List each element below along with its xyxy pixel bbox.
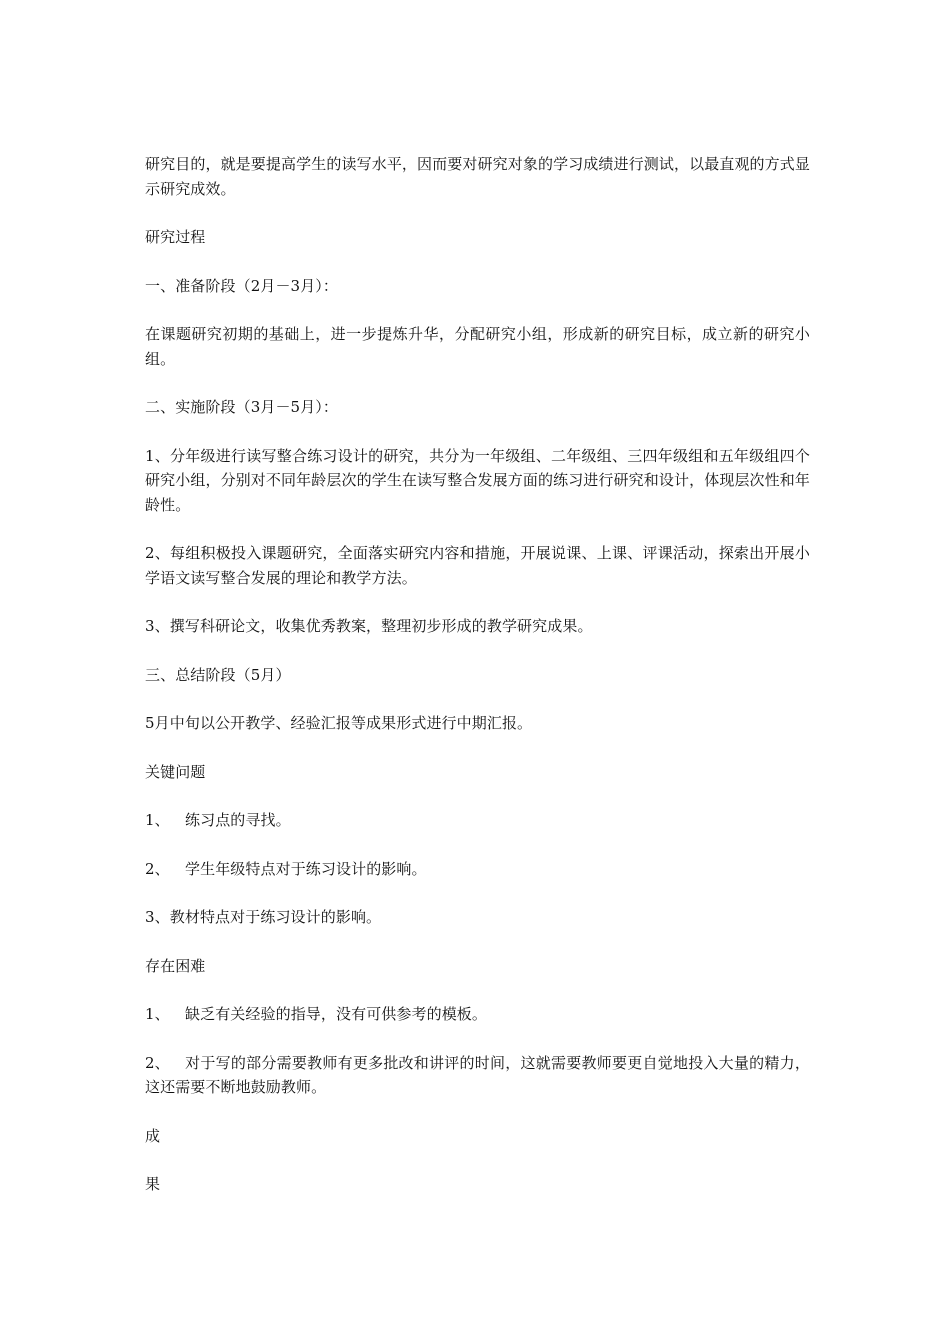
paragraph-implementation-item-2: 2、每组积极投入课题研究，全面落实研究内容和措施，开展说课、上课、评课活动，探索出开展小学语文读写整合发展的理论和教学方法。 (145, 544, 810, 587)
list-number: 2、 (145, 1053, 170, 1072)
difficulty-item-1 (145, 1002, 810, 1027)
list-number: 1、 (145, 1005, 170, 1023)
paragraph-research-purpose: 研究目的，就是要提高学生的读写水平，因而要对研究对象的学习成绩进行测试，以最直观的方式显示研究成效。 (145, 155, 810, 198)
list-text: 练习点的寻找。 (185, 811, 291, 829)
heading-key-issues: 关键问题 (145, 762, 206, 781)
paragraph-implementation-item-1: 1、分年级进行读写整合练习设计的研究，共分为一年级组、二年级组、三四年级组和五年级组四个研究小组，分别对不同年龄层次的学生在读写整合发展方面的练习进行研究和设计，体现层次性和年龄性。 (145, 446, 810, 514)
heading-difficulties: 存在困难 (145, 956, 206, 975)
list-text: 对于写的部分需要教师有更多批改和讲评的时间，这就需要教师要更自觉地投入大量的精力，这还需要不断地鼓励教师。 (145, 1053, 810, 1096)
heading-research-process: 研究过程 (145, 228, 206, 246)
heading-preparation-stage: 一、准备阶段（2月－3月）： (145, 276, 338, 295)
key-issue-item-1 (145, 808, 810, 833)
list-text: 缺乏有关经验的指导，没有可供参考的模板。 (185, 1005, 488, 1023)
list-number: 1、 (145, 811, 170, 829)
heading-results-char-2: 果 (145, 1175, 161, 1193)
heading-summary-stage: 三、总结阶段（5月） (145, 665, 291, 684)
heading-results-char-1: 成 (145, 1126, 161, 1145)
difficulty-item-2 (145, 1051, 810, 1100)
document-body (145, 152, 810, 1221)
heading-implementation-stage: 二、实施阶段（3月－5月）： (145, 398, 338, 416)
list-number: 2、 (145, 859, 170, 878)
key-issue-item-2 (145, 857, 810, 882)
paragraph-preparation-details: 在课题研究初期的基础上，进一步提炼升华，分配研究小组，形成新的研究目标，成立新的研究小组。 (145, 325, 810, 368)
list-text: 学生年级特点对于练习设计的影响。 (185, 859, 427, 878)
paragraph-summary-details: 5月中旬以公开教学、经验汇报等成果形式进行中期汇报。 (145, 714, 533, 732)
key-issue-item-3: 3、教材特点对于练习设计的影响。 (145, 908, 382, 926)
paragraph-implementation-item-3: 3、撰写科研论文，收集优秀教案，整理初步形成的教学研究成果。 (145, 617, 593, 635)
